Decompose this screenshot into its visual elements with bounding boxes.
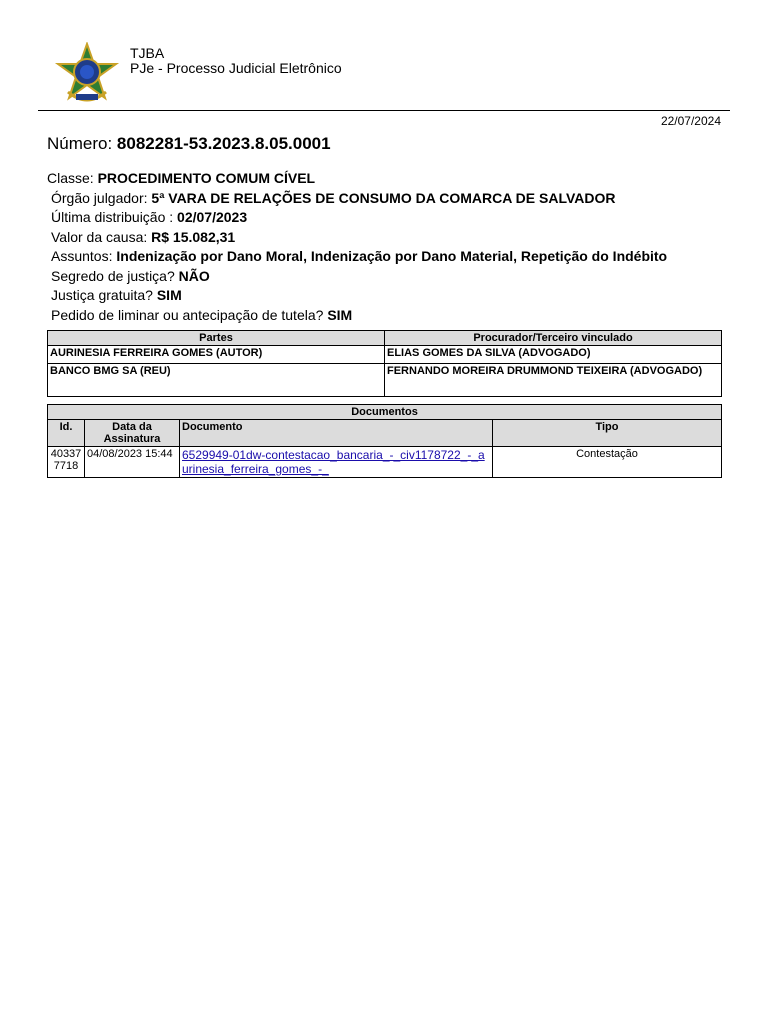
header-documento: Documento <box>180 420 493 447</box>
field-label: Última distribuição : <box>51 209 174 225</box>
field-label: Segredo de justiça? <box>51 267 175 284</box>
doc-id-cell: 40337 7718 <box>48 447 85 478</box>
field-value: 02/07/2023 <box>177 209 248 225</box>
process-number-value: 8082281-53.2023.8.05.0001 <box>116 134 331 153</box>
table-row <box>48 346 722 364</box>
field-label: Classe: <box>47 170 94 186</box>
field-value: PROCEDIMENTO COMUM CÍVEL <box>97 170 316 186</box>
table-header-row <box>48 331 722 346</box>
header-tipo: Tipo <box>493 420 722 447</box>
header-id: Id. <box>48 420 85 447</box>
header-data: Data da Assinatura <box>85 420 180 447</box>
procurador-cell: ELIAS GOMES DA SILVA (ADVOGADO) <box>385 346 722 364</box>
field-value: R$ 15.082,31 <box>151 228 236 245</box>
table-row <box>48 364 722 397</box>
court-name: TJBA <box>130 45 165 61</box>
doc-link-cell <box>180 447 493 478</box>
field-value: 5ª VARA DE RELAÇÕES DE CONSUMO DA COMARCA DE SALVADOR <box>151 189 616 206</box>
field-assuntos <box>47 247 667 267</box>
field-label: Assuntos: <box>51 248 113 264</box>
document-header <box>38 36 730 111</box>
field-value: SIM <box>327 306 353 323</box>
field-segredo <box>47 267 667 287</box>
field-label: Valor da causa: <box>51 228 148 245</box>
procurador-cell: FERNANDO MOREIRA DRUMMOND TEIXEIRA (ADVOGADO) <box>385 364 722 397</box>
field-liminar <box>47 306 667 326</box>
table-header-row <box>48 420 722 447</box>
print-date: 22/07/2024 <box>660 114 721 128</box>
partes-table <box>47 330 722 397</box>
field-valor <box>47 228 667 248</box>
field-orgao <box>47 189 667 209</box>
process-fields <box>47 169 667 325</box>
header-partes: Partes <box>48 331 385 346</box>
process-number-label: Número: <box>47 134 113 153</box>
documentos-table <box>47 404 722 478</box>
doc-type-cell: Contestação <box>493 447 722 478</box>
field-value: NÃO <box>178 267 210 284</box>
field-label: Pedido de liminar ou antecipação de tutela? <box>51 306 324 323</box>
field-gratuita <box>47 286 667 306</box>
header-procurador: Procurador/Terceiro vinculado <box>385 331 722 346</box>
field-value: SIM <box>156 287 182 303</box>
field-value: Indenização por Dano Moral, Indenização por Dano Material, Repetição do Indébito <box>116 248 668 264</box>
table-title-row <box>48 405 722 420</box>
doc-date-cell: 04/08/2023 15:44 <box>85 447 180 478</box>
field-distribuicao <box>47 208 667 228</box>
table-row <box>48 447 722 478</box>
system-name: PJe - Processo Judicial Eletrônico <box>130 60 342 76</box>
parte-cell: BANCO BMG SA (REU) <box>48 364 385 397</box>
field-classe <box>47 169 667 189</box>
parte-cell: AURINESIA FERREIRA GOMES (AUTOR) <box>48 346 385 364</box>
process-number <box>47 134 331 154</box>
document-link[interactable]: 6529949-01dw-contestacao_bancaria_-_civ1178722_-_aurinesia_ferreira_gomes_-_ <box>182 448 485 476</box>
documentos-title: Documentos <box>48 405 722 420</box>
field-label: Órgão julgador: <box>51 189 148 206</box>
brazil-coat-of-arms-icon <box>54 42 120 108</box>
field-label: Justiça gratuita? <box>51 287 153 303</box>
